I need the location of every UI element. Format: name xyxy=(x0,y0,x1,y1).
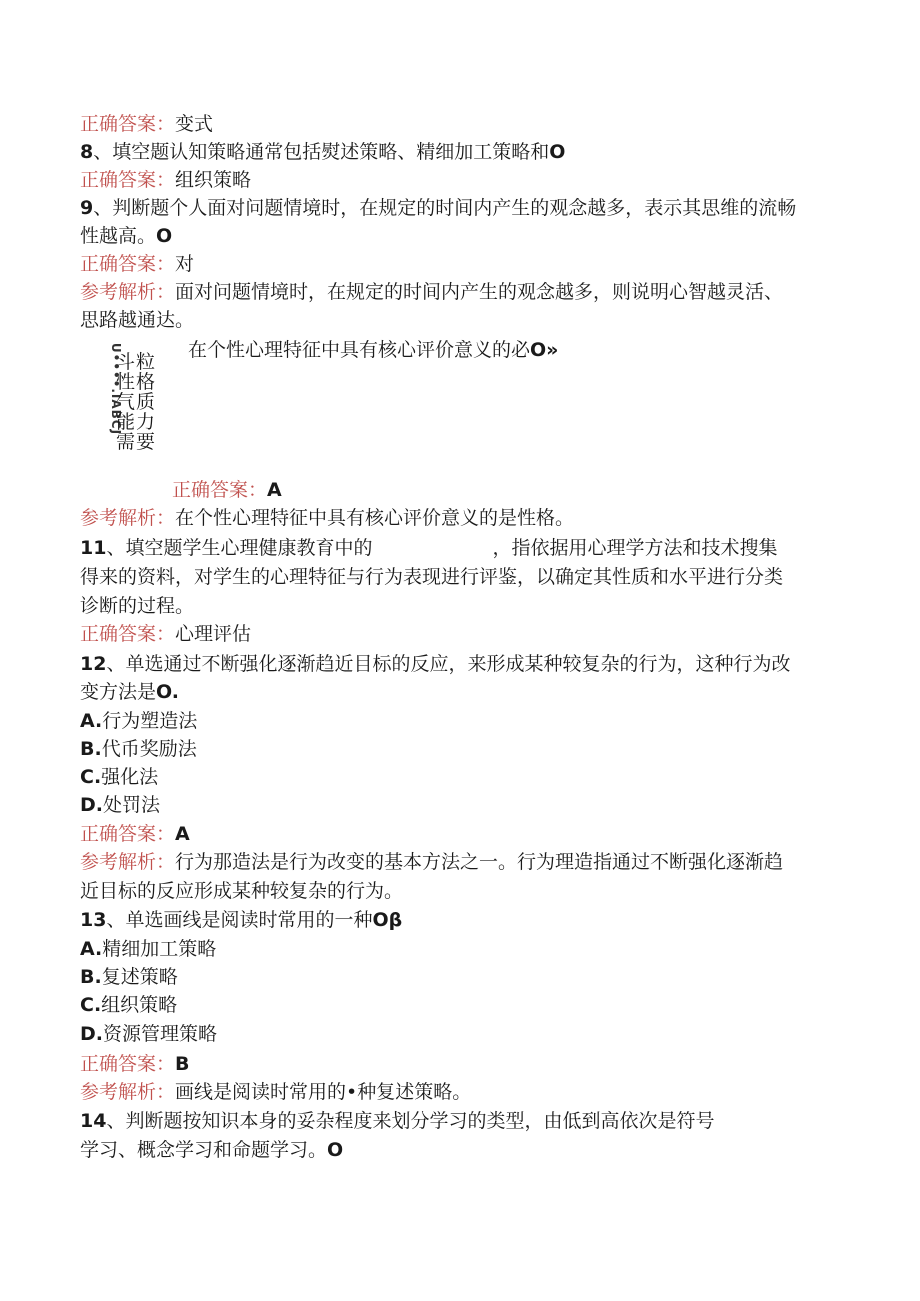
question-tail: O» xyxy=(530,339,559,361)
analysis-text: 在个性心理特征中具有核心评价意义的是性格。 xyxy=(175,507,575,529)
question-text: 在个性心理特征中具有核心评价意义的必 xyxy=(188,339,531,361)
question-text: 变方法是 xyxy=(80,681,157,703)
option-text: 组织策略 xyxy=(101,994,178,1016)
question-text: 学习、概念学习和命题学习。 xyxy=(80,1139,328,1161)
q9-analysis-line1 xyxy=(80,278,783,306)
question-number: 13 xyxy=(80,909,107,931)
question-number: 11 xyxy=(80,537,107,559)
question-tail: O xyxy=(156,225,173,247)
answer-label: 正确答案： xyxy=(80,623,176,645)
analysis-text: 画线是阅读时常用的•种复述策略。 xyxy=(175,1081,472,1103)
analysis-label: 参考解析： xyxy=(80,851,176,873)
q11-answer xyxy=(80,620,251,648)
question-text: 、单选画线是阅读时常用的一种 xyxy=(106,909,373,931)
q10-answer xyxy=(172,476,282,504)
question-number: 14 xyxy=(80,1110,107,1132)
answer-value: A xyxy=(267,479,282,501)
q13-option-d xyxy=(80,1020,217,1048)
q12-analysis-line2 xyxy=(80,877,403,905)
q12-option-b xyxy=(80,735,197,763)
q8-answer xyxy=(80,166,251,194)
answer-label: 正确答案： xyxy=(172,479,268,501)
question-tail: O. xyxy=(156,681,179,703)
analysis-text: 面对问题情境时，在规定的时间内产生的观念越多，则说明心智越灵活、 xyxy=(175,281,784,303)
q12-analysis-line1 xyxy=(80,848,783,876)
question-text: 诊断的过程。 xyxy=(80,595,195,617)
answer-value: B xyxy=(175,1053,190,1075)
q13-answer xyxy=(80,1050,190,1078)
q13-option-c xyxy=(80,991,177,1019)
question-text: 、单选通过不断强化逐渐趋近目标的反应，来形成某种较复杂的行为，这种行为改 xyxy=(106,653,791,675)
question-number: 12 xyxy=(80,653,107,675)
answer-label: 正确答案： xyxy=(80,113,176,135)
q14-question-line2 xyxy=(80,1136,343,1164)
analysis-text: 近目标的反应形成某种较复杂的行为。 xyxy=(80,880,404,902)
answer-value: 对 xyxy=(175,253,195,275)
option-key: A. xyxy=(80,938,103,960)
q9-answer xyxy=(80,250,194,278)
q9-analysis-line2 xyxy=(80,306,194,334)
analysis-label: 参考解析： xyxy=(80,507,176,529)
q12-option-c xyxy=(80,763,158,791)
question-number: 9 xyxy=(80,197,94,219)
answer-label: 正确答案： xyxy=(80,1053,176,1075)
analysis-label: 参考解析： xyxy=(80,281,176,303)
option-key: C. xyxy=(80,766,102,788)
answer-value: 变式 xyxy=(175,113,214,135)
question-tail: Oβ xyxy=(372,909,403,931)
q12-option-a xyxy=(80,707,197,735)
question-text: 、判断题按知识本身的妥杂程度来划分学习的类型，由低到高依次是符号 xyxy=(106,1110,715,1132)
answer-value: 组织策略 xyxy=(175,169,252,191)
option-key: A. xyxy=(80,710,103,732)
q11-question-line2 xyxy=(80,563,783,591)
q13-option-b xyxy=(80,963,178,991)
q13-option-a xyxy=(80,935,216,963)
analysis-label: 参考解析： xyxy=(80,1081,176,1103)
question-text: ，指依据用心理学方法和技术搜集 xyxy=(492,537,778,559)
answer-value: 心理评估 xyxy=(175,623,252,645)
option-text: 性格 xyxy=(116,371,157,393)
option-text: 复述策略 xyxy=(101,966,178,988)
analysis-text: 思路越通达。 xyxy=(80,309,195,331)
q10-question xyxy=(188,336,558,364)
option-text: 气质 xyxy=(116,391,157,413)
option-key: D. xyxy=(80,794,103,816)
option-key: B. xyxy=(80,966,102,988)
q13-analysis xyxy=(80,1078,471,1106)
question-text: 、填空题学生心理健康教育中的 xyxy=(106,537,373,559)
option-key: C. xyxy=(80,994,102,1016)
answer-label: 正确答案： xyxy=(80,253,176,275)
q13-question xyxy=(80,906,402,934)
q10-analysis xyxy=(80,504,574,532)
q12-answer xyxy=(80,820,190,848)
q12-question-line1 xyxy=(80,650,790,678)
option-text: 代币奖励法 xyxy=(101,738,197,760)
answer-value: A xyxy=(175,823,190,845)
option-text: 强化法 xyxy=(101,766,159,788)
option-text: 处罚法 xyxy=(103,794,161,816)
q14-question-line1 xyxy=(80,1107,714,1135)
q9-question-line2 xyxy=(80,222,172,250)
analysis-text: 行为那造法是行为改变的基本方法之一。行为理造指通过不断强化逐渐趋 xyxy=(175,851,784,873)
q11-question-line1 xyxy=(80,534,777,562)
q12-option-d xyxy=(80,791,160,819)
option-text: 斗粒 xyxy=(116,351,157,373)
answer-label: 正确答案： xyxy=(80,169,176,191)
option-text: 行为塑造法 xyxy=(102,710,198,732)
option-text: 需要 xyxy=(116,431,157,453)
q11-question-line3 xyxy=(80,592,194,620)
q12-question-line2 xyxy=(80,678,179,706)
question-text: 性越高。 xyxy=(80,225,157,247)
option-key: B. xyxy=(80,738,102,760)
q9-question-line1 xyxy=(80,194,796,222)
q7-answer xyxy=(80,110,213,138)
option-text: 能力 xyxy=(116,411,157,433)
question-text: 、判断题个人面对问题情境时，在规定的时间内产生的观念越多，表示其思维的流畅 xyxy=(93,197,797,219)
question-text: 得来的资料，对学生的心理特征与行为表现进行评鉴，以确定其性质和水平进行分类 xyxy=(80,566,784,588)
q10-option-letters: U••••.IABCJ xyxy=(109,342,124,436)
question-tail: O xyxy=(549,141,566,163)
q8-question xyxy=(80,138,565,166)
answer-label: 正确答案： xyxy=(80,823,176,845)
question-tail: O xyxy=(327,1139,344,1161)
option-text: 精细加工策略 xyxy=(102,938,217,960)
option-key: D. xyxy=(80,1023,103,1045)
option-text: 资源管理策略 xyxy=(103,1023,218,1045)
question-number: 8 xyxy=(80,141,94,163)
q10-options xyxy=(116,352,156,452)
question-text: 、填空题认知策略通常包括熨述策略、精细加工策略和 xyxy=(93,141,550,163)
